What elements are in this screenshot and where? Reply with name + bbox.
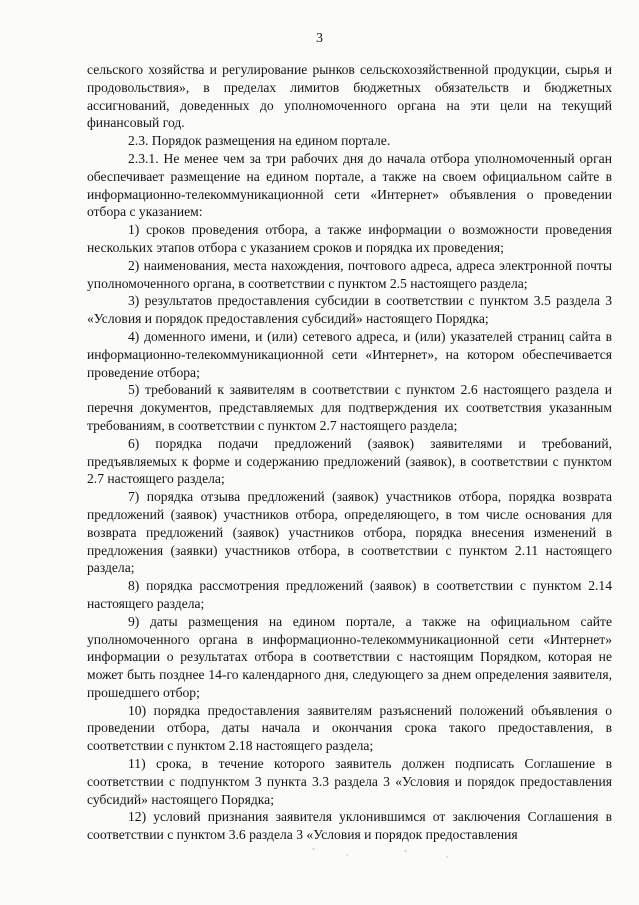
list-item: 5) требований к заявителям в соответствии с пунктом 2.6 настоящего раздела и перечня документов, представляемых для подтверждения их соответствия указанным требованиям, в соответствии с пунктом 2.7 настоящего раздела; — [87, 382, 612, 433]
list-item: 2) наименования, места нахождения, почтового адреса, адреса электронной почты уполномоченного органа, в соответствии с пунктом 2.5 настоящего раздела; — [87, 257, 612, 291]
scan-artifact — [346, 854, 348, 856]
paragraph-continuation: сельского хозяйства и регулирование рынков сельскохозяйственной продукции, сырья и продовольствия», в пределах лимитов бюджетных обязательств и бюджетных ассигнований, доведенных до уполномоченного органа на эти цели на текущий финансовый год. — [87, 62, 612, 131]
list-item: 12) условий признания заявителя уклонившимся от заключения Соглашения в соответствии с пунктом 3.6 раздела 3 «Условия и порядок предоставления — [87, 809, 612, 843]
scan-artifact — [312, 848, 315, 850]
list-item: 8) порядка рассмотрения предложений (заявок) в соответствии с пунктом 2.14 настоящего раздела; — [87, 578, 612, 611]
scan-artifact — [446, 856, 448, 858]
list-item: 9) даты размещения на едином портале, а также на официальном сайте уполномоченного органа в информационно-телекоммуникационной сети «Интернет» информации о результатах отбора в соответствии с настоящим Порядком, которая не может быть позднее 14-го календарного дня, следующего за днем определения заявителя, прошедшего отбор; — [87, 613, 612, 700]
list-item: 10) порядка предоставления заявителям разъяснений положений объявления о проведении отбора, даты начала и окончания срока такого предоставления, в соответствии с пунктом 2.18 настоящего раздела; — [87, 702, 612, 754]
scan-artifact — [404, 850, 407, 852]
page-number: 3 — [316, 31, 323, 46]
list-item: 6) порядка подачи предложений (заявок) заявителями и требований, предъявляемых к форме и содержанию предложений (заявок), в соответствии с пунктом 2.7 настоящего раздела; — [87, 435, 612, 487]
list-item: 1) сроков проведения отбора, а также информации о возможности проведения нескольких этапов отбора с указанием сроков и порядка их проведения; — [87, 222, 612, 255]
list-item: 7) порядка отзыва предложений (заявок) участников отбора, порядка возврата предложений (заявок) участников отбора, определяющего, в том числе основания для возврата предложений (заявок) участников отбора, порядка внесения изменений в предложения (заявки) участников отбора, в соответствии с пунктом 2.11 настоящего раздела; — [87, 489, 612, 576]
section-heading-2-3: 2.3. Порядок размещения на едином портале. — [128, 133, 391, 149]
document-body — [87, 61, 612, 844]
list-item: 3) результатов предоставления субсидии в соответствии с пунктом 3.5 раздела 3 «Условия и порядок предоставления субсидий» настоящего Порядка; — [87, 293, 612, 327]
paragraph-2-3-1: 2.3.1. Не менее чем за три рабочих дня до начала отбора уполномоченный орган обеспечивает размещение на едином портале, а также на своем официальном сайте в информационно-телекоммуникационной сети «Интернет» объявления о проведении отбора с указанием: — [87, 150, 612, 220]
list-item: 11) срока, в течение которого заявитель должен подписать Соглашение в соответствии с подпунктом 3 пункта 3.3 раздела 3 «Условия и порядок предоставления субсидий» настоящего Порядка; — [87, 756, 612, 807]
list-item: 4) доменного имени, и (или) сетевого адреса, и (или) указателей страниц сайта в информационно-телекоммуникационной сети «Интернет», на котором обеспечивается проведение отбора; — [87, 328, 612, 380]
